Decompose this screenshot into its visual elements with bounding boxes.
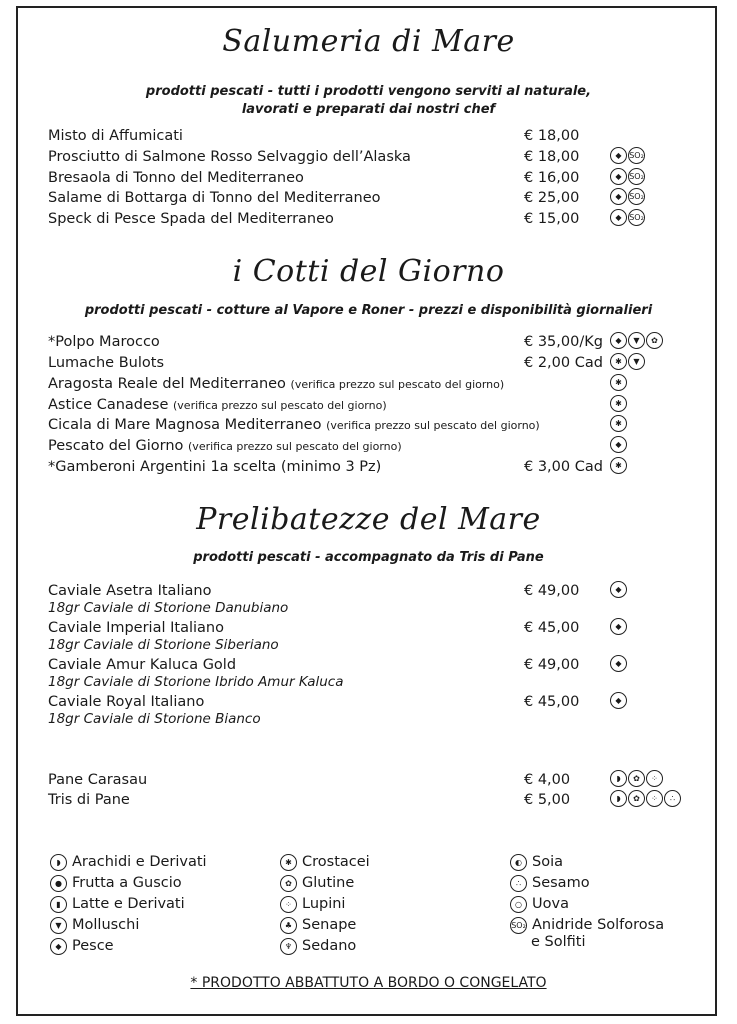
so2-icon: SO₂ xyxy=(628,168,645,185)
item-name-text: Cicala di Mare Magnosa Mediterraneo xyxy=(48,417,322,433)
fish-icon: ◆ xyxy=(610,618,627,635)
crustacean-icon: ✱ xyxy=(280,854,297,871)
section-subtitle-salumeria-2: lavorati e preparati dai nostri chef xyxy=(241,102,496,117)
lupin-icon: ⁘ xyxy=(646,770,663,787)
legend-item xyxy=(50,853,207,871)
legend-label: Sedano xyxy=(302,938,357,954)
item-name: Caviale Asetra Italiano xyxy=(48,583,212,599)
item-name xyxy=(48,438,402,454)
menu-item xyxy=(48,417,708,437)
so2-icon: SO₂ xyxy=(628,209,645,226)
item-price: € 5,00 xyxy=(524,792,571,808)
mustard-icon: ♣ xyxy=(280,917,297,934)
so2-icon: SO₂ xyxy=(510,917,527,934)
menu-item xyxy=(48,376,708,396)
legend-label: Molluschi xyxy=(72,917,140,933)
item-name: Caviale Royal Italiano xyxy=(48,694,205,710)
soy-icon: ◐ xyxy=(510,854,527,871)
legend-item xyxy=(280,916,356,934)
legend-label: Frutta a Guscio xyxy=(72,875,182,891)
item-name: *Gamberoni Argentini 1a scelta (minimo 3 Pz) xyxy=(48,459,382,475)
section-subtitle-cotti: prodotti pescati - cotture al Vapore e Roner - prezzi e disponibilità giornalieri xyxy=(84,303,653,318)
legend-label: Uova xyxy=(532,896,569,912)
crustacean-icon: ✱ xyxy=(610,395,627,412)
fish-icon: ◆ xyxy=(610,168,627,185)
item-note: (verifica prezzo sul pescato del giorno) xyxy=(326,419,540,432)
legend-label: Senape xyxy=(302,917,357,933)
item-name: Bresaola di Tonno del Mediterraneo xyxy=(48,170,304,186)
egg-icon: ○ xyxy=(510,896,527,913)
legend-label: Latte e Derivati xyxy=(72,896,185,912)
menu-item xyxy=(48,438,708,458)
menu-item xyxy=(48,128,708,148)
gluten-icon: ✿ xyxy=(280,875,297,892)
item-name: Tris di Pane xyxy=(48,792,130,808)
fish-icon: ◆ xyxy=(610,188,627,205)
menu-item xyxy=(48,792,708,812)
item-price: € 18,00 xyxy=(524,149,580,165)
menu-item xyxy=(48,149,708,169)
item-price: € 49,00 xyxy=(524,583,580,599)
legend-item xyxy=(50,874,182,892)
item-name-text: Aragosta Reale del Mediterraneo xyxy=(48,376,286,392)
item-detail: 18gr Caviale di Storione Danubiano xyxy=(48,600,289,616)
item-price: € 35,00/Kg xyxy=(524,334,603,350)
peanut-icon: ◗ xyxy=(610,770,627,787)
fish-icon: ◆ xyxy=(610,209,627,226)
legend-item xyxy=(280,895,345,913)
so2-icon: SO₂ xyxy=(628,147,645,164)
fish-icon: ◆ xyxy=(610,147,627,164)
lupin-icon: ⁘ xyxy=(646,790,663,807)
crustacean-icon: ✱ xyxy=(610,353,627,370)
so2-icon: SO₂ xyxy=(628,188,645,205)
item-name xyxy=(48,397,387,413)
section-title-prelibatezze: Prelibatezze del Mare xyxy=(196,502,541,537)
menu-item xyxy=(48,170,708,190)
menu-item xyxy=(48,334,708,354)
legend-label: Sesamo xyxy=(532,875,590,891)
menu-item xyxy=(48,355,708,375)
legend-item xyxy=(50,937,114,955)
legend-label: Crostacei xyxy=(302,854,370,870)
item-price: € 2,00 Cad xyxy=(524,355,603,371)
lupin-icon: ⁘ xyxy=(280,896,297,913)
item-price: € 49,00 xyxy=(524,657,580,673)
fish-icon: ◆ xyxy=(610,655,627,672)
fish-icon: ◆ xyxy=(610,332,627,349)
fish-icon: ◆ xyxy=(610,692,627,709)
legend-item xyxy=(50,916,139,934)
legend-label: Pesce xyxy=(72,938,114,954)
gluten-icon: ✿ xyxy=(646,332,663,349)
item-detail: 18gr Caviale di Storione Siberiano xyxy=(48,637,279,653)
fish-icon: ◆ xyxy=(610,436,627,453)
section-subtitle-salumeria-1: prodotti pescati - tutti i prodotti vengono serviti al naturale, xyxy=(145,84,592,99)
legend-label: Anidride Solforosa xyxy=(532,917,665,933)
item-price: € 18,00 xyxy=(524,128,580,144)
menu-item xyxy=(48,772,708,792)
legend-label: Lupini xyxy=(302,896,346,912)
gluten-icon: ✿ xyxy=(628,770,645,787)
fish-icon: ◆ xyxy=(610,581,627,598)
item-detail: 18gr Caviale di Storione Bianco xyxy=(48,711,261,727)
item-note: (verifica prezzo sul pescato del giorno) xyxy=(290,378,505,391)
item-name: Lumache Bulots xyxy=(48,355,164,371)
item-name: Caviale Imperial Italiano xyxy=(48,620,224,636)
item-price: € 16,00 xyxy=(524,170,580,186)
legend-item xyxy=(280,874,354,892)
sesame-icon: ∴ xyxy=(664,790,681,807)
item-name: Pane Carasau xyxy=(48,772,148,788)
nut-icon: ● xyxy=(50,875,67,892)
mollusc-icon: ▼ xyxy=(628,332,645,349)
legend-item xyxy=(280,853,370,871)
gluten-icon: ✿ xyxy=(628,790,645,807)
peanut-icon: ◗ xyxy=(50,854,67,871)
item-name xyxy=(48,417,540,433)
item-name: *Polpo Marocco xyxy=(48,334,160,350)
item-name: Salame di Bottarga di Tonno del Mediterraneo xyxy=(48,190,381,206)
crustacean-icon: ✱ xyxy=(610,415,627,432)
section-title-salumeria: Salumeria di Mare xyxy=(222,24,515,59)
milk-icon: ▮ xyxy=(50,896,67,913)
mollusc-icon: ▼ xyxy=(50,917,67,934)
legend-item xyxy=(510,853,563,871)
item-name-text: Astice Canadese xyxy=(48,397,169,413)
peanut-icon: ◗ xyxy=(610,790,627,807)
legend-label: Soia xyxy=(532,854,563,870)
item-detail: 18gr Caviale di Storione Ibrido Amur Kaluca xyxy=(48,674,344,690)
menu-item xyxy=(48,190,708,210)
mollusc-icon: ▼ xyxy=(628,353,645,370)
fish-icon: ◆ xyxy=(50,938,67,955)
menu-item xyxy=(48,459,708,479)
item-name: Prosciutto di Salmone Rosso Selvaggio dell’Alaska xyxy=(48,149,411,165)
item-price: € 45,00 xyxy=(524,620,580,636)
crustacean-icon: ✱ xyxy=(610,374,627,391)
item-price: € 45,00 xyxy=(524,694,580,710)
footer-note xyxy=(0,975,737,991)
legend-label: e Solfiti xyxy=(531,934,586,950)
footer-text: * PRODOTTO ABBATTUTO A BORDO O CONGELATO xyxy=(190,975,547,991)
item-price: € 25,00 xyxy=(524,190,580,206)
legend-item xyxy=(510,874,590,892)
sesame-icon: ∴ xyxy=(510,875,527,892)
menu-item xyxy=(48,211,708,231)
legend-item xyxy=(510,895,569,913)
legend-item xyxy=(50,895,185,913)
item-note: (verifica prezzo sul pescato del giorno) xyxy=(188,440,402,453)
item-name: Misto di Affumicati xyxy=(48,128,183,144)
legend-item xyxy=(280,937,356,955)
legend-label: Arachidi e Derivati xyxy=(72,854,207,870)
legend-item xyxy=(510,916,664,934)
item-name xyxy=(48,376,504,392)
legend-label: Glutine xyxy=(302,875,355,891)
menu-item xyxy=(48,397,708,417)
crustacean-icon: ✱ xyxy=(610,457,627,474)
item-note: (verifica prezzo sul pescato del giorno) xyxy=(173,399,387,412)
item-name: Caviale Amur Kaluca Gold xyxy=(48,657,237,673)
section-subtitle-prelibatezze: prodotti pescati - accompagnato da Tris di Pane xyxy=(193,550,544,565)
item-price: € 3,00 Cad xyxy=(524,459,603,475)
item-name: Speck di Pesce Spada del Mediterraneo xyxy=(48,211,334,227)
item-price: € 4,00 xyxy=(524,772,571,788)
item-price: € 15,00 xyxy=(524,211,580,227)
celery-icon: ♆ xyxy=(280,938,297,955)
section-title-cotti: i Cotti del Giorno xyxy=(232,254,505,289)
item-name-text: Pescato del Giorno xyxy=(48,438,184,454)
